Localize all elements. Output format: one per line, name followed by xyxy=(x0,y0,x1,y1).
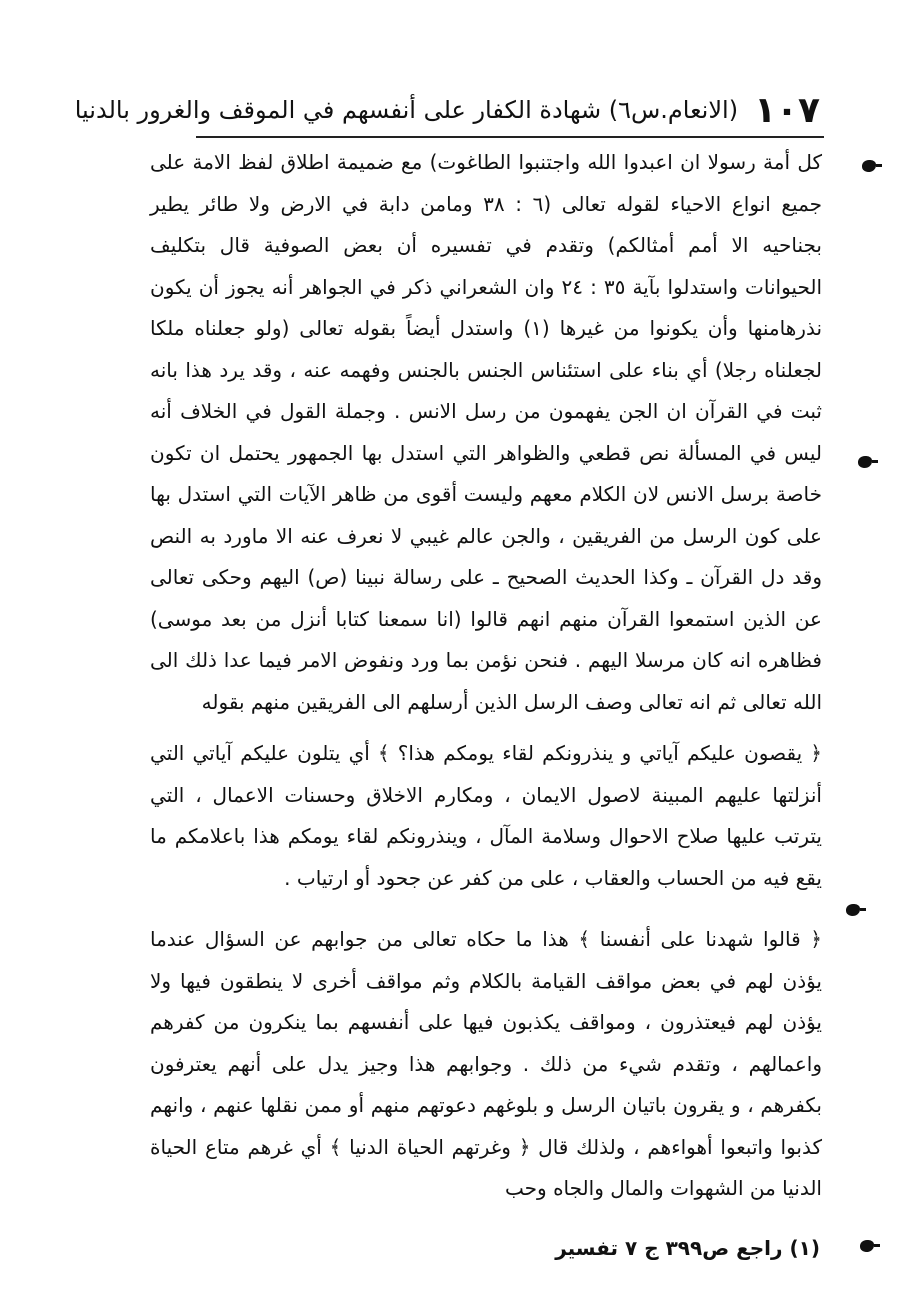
paragraph-3: ﴿ قالوا شهدنا على أنفسنا ﴾ هذا ما حكاه تعالى من جوابهم عن السؤال عندما يؤذن لهم في بعض مواقف القيامة بالكلام وثم مواقف أخرى لا ينطقون فيها ولا يؤذن لهم فيعتذرون ، ومواقف يكذبون فيها على أنفسهم بما ينكرون من كفرهم واعمالهم ، وتقدم شيء من ذلك . وجوابهم هذا وجيز يدل على أنهم يعترفون بكفرهم ، و يقرون باتيان الرسل و بلوغهم دعوتهم منهم أو ممن نقلها عنهم ، وانهم كذبوا واتبعوا أهواءهم ، ولذلك قال ﴿ وغرتهم الحياة الدنيا ﴾ أي غرهم متاع الحياة الدنيا من الشهوات والمال والجاه وحب xyxy=(150,927,822,1200)
ink-blot-mark xyxy=(860,1240,874,1252)
page-number: ١٠٧ xyxy=(754,89,820,131)
footnote: (١) راجع ص٣٩٩ ج ٧ تفسير xyxy=(555,1236,820,1260)
header-rule xyxy=(196,136,824,138)
ink-blot-mark xyxy=(846,904,860,916)
body-text xyxy=(150,142,822,1210)
paragraph-1: كل أمة رسولا ان اعبدوا الله واجتنبوا الطاغوت) مع ضميمة اطلاق لفظ الامة على جميع انواع الاحياء لقوله تعالى (٦ : ٣٨ ومامن دابة في الارض ولا طائر يطير بجناحيه الا أمم أمثالكم) وتقدم في تفسيره أن بعض الصوفية قال بتكليف الحيوانات واستدلوا بآية ٣٥ : ٢٤ وان الشعراني ذكر في الجواهر أنه يجوز أن يكون نذرهامنها وأن يكونوا من غيرها (١) واستدل أيضاً بقوله تعالى (ولو جعلناه ملكا لجعلناه رجلا) أي بناء على استئناس الجنس بالجنس وفهمه عنه ، وقد يرد هذا بانه ثبت في القرآن ان الجن يفهمون من رسل الانس . وجملة القول في الخلاف أنه ليس في المسألة نص قطعي والظواهر التي استدل بها الجمهور يحتمل ان تكون خاصة برسل الانس لان الكلام معهم وليست أقوى من ظاهر الآيات التي استدل بها على كون الرسل من الفريقين ، والجن عالم غيبي لا نعرف عنه الا ماورد به النص وقد دل القرآن ـ وكذا الحديث الصحيح ـ على رسالة نبينا (ص) اليهم وحكى تعالى عن الذين استمعوا القرآن منهم انهم قالوا (انا سمعنا كتابا أنزل من بعد موسى) فظاهره انه كان مرسلا اليهم . فنحن نؤمن بما ورد ونفوض الامر فيما عدا ذلك الى الله تعالى ثم انه تعالى وصف الرسل الذين أرسلهم الى الفريقين منهم بقوله xyxy=(150,150,823,714)
ink-blot-mark xyxy=(862,160,876,172)
running-head: (الانعام.س٦) شهادة الكفار على أنفسهم في الموقف والغرور بالدنيا xyxy=(74,96,739,124)
page-header xyxy=(74,86,820,134)
ink-blot-mark xyxy=(858,456,872,468)
paragraph-2: ﴿ يقصون عليكم آياتي و ينذرونكم لقاء يومكم هذا؟ ﴾ أي يتلون عليكم آياتي التي أنزلتها عليهم المبينة لاصول الايمان ، ومكارم الاخلاق وحسنات الاعمال ، التي يترتب عليها صلاح الاحوال وسلامة المآل ، وينذرونكم لقاء يومكم هذا باعلامكم ما يقع فيه من الحساب والعقاب ، على من كفر عن جحود أو ارتياب . xyxy=(150,741,822,890)
paragraph-gap xyxy=(150,899,822,919)
